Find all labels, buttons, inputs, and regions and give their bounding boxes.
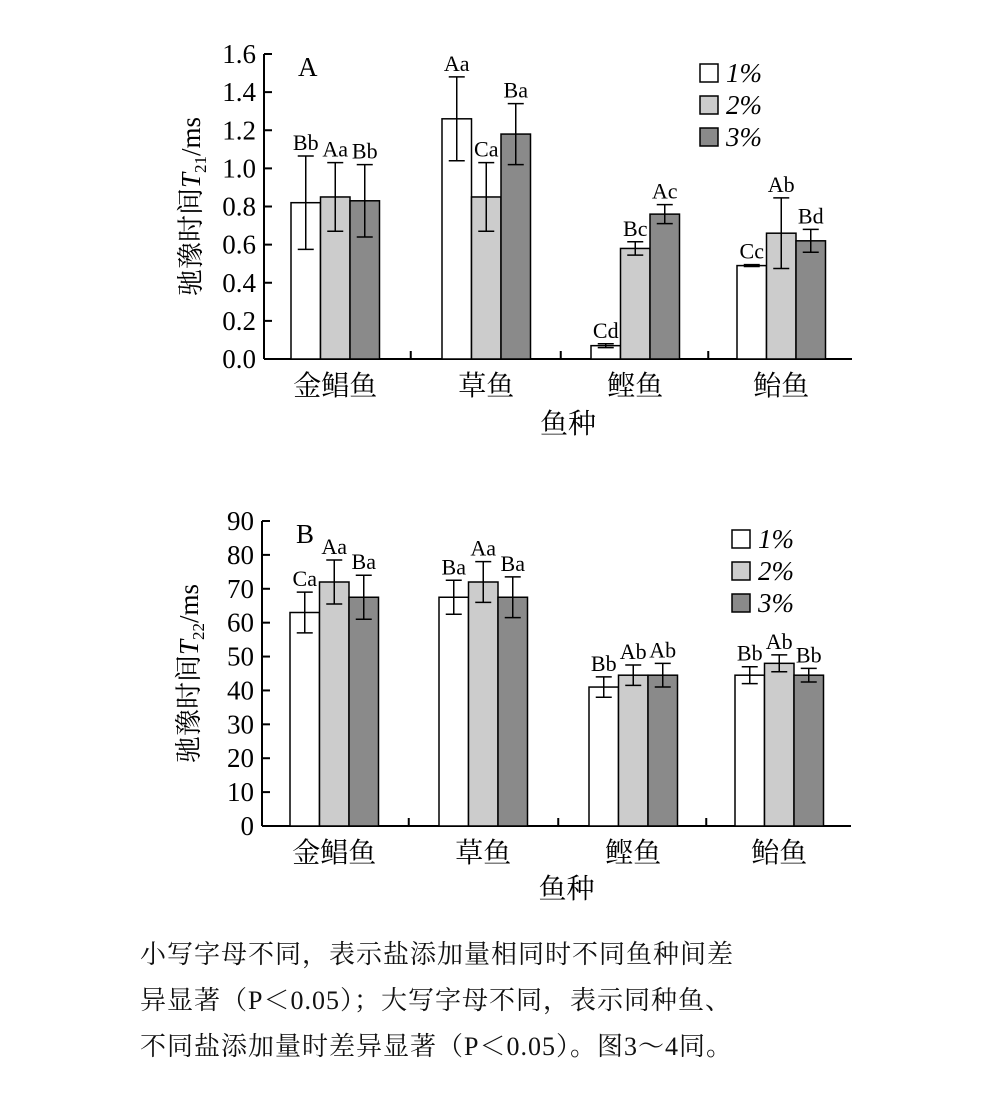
bar-3pct-草鱼 [501, 134, 531, 359]
y-tick-label: 0.8 [222, 191, 256, 222]
bar-1pct-金鲳鱼 [290, 613, 320, 827]
y-tick-label: 70 [227, 573, 254, 604]
caption-line-3: 不同盐添加量时差异显著（P＜0.05）。图3～4同。 [140, 1032, 733, 1061]
x-category-label: 鲐鱼 [751, 838, 808, 869]
y-tick-label: 40 [227, 675, 254, 706]
caption-line-2: 异显著（P＜0.05）；大写字母不同，表示同种鱼、 [140, 986, 732, 1015]
bar-2pct-鲣鱼 [621, 248, 651, 359]
significance-label: Bb [292, 129, 319, 155]
y-tick-label: 1.0 [222, 153, 256, 184]
y-tick-label: 1.4 [222, 77, 256, 108]
x-axis-title: 鱼种 [538, 874, 595, 905]
bar-3pct-鲐鱼 [796, 241, 826, 359]
x-category-label: 金鲳鱼 [292, 838, 377, 869]
y-tick-label: 0 [240, 811, 254, 841]
y-tick-label: 1.2 [222, 115, 256, 146]
legend-label: 3% [758, 588, 794, 618]
significance-label: Bb [795, 642, 822, 668]
y-axis-title: 驰豫时间$T_{22}/ms$ [174, 583, 208, 764]
significance-label: Ba [441, 554, 466, 580]
legend-swatch [700, 96, 718, 114]
bar-1pct-鲣鱼 [589, 687, 619, 826]
significance-label: Ca [292, 566, 317, 592]
x-category-label: 草鱼 [455, 838, 512, 869]
significance-label: Bb [351, 138, 378, 164]
significance-label: Ba [351, 549, 376, 575]
figure-caption [140, 932, 900, 1070]
y-axis-title: 驰豫时间$T_{21}/ms$ [176, 116, 210, 297]
caption-line-1: 小写字母不同，表示盐添加量相同时不同鱼种间差 [140, 940, 735, 969]
chart-panel-b [174, 506, 851, 905]
significance-label: Ab [767, 171, 795, 197]
y-tick-label: 0.2 [222, 305, 256, 336]
significance-label: Cc [739, 238, 764, 264]
legend-swatch [700, 128, 718, 146]
bar-2pct-金鲳鱼 [320, 582, 350, 826]
significance-label: Aa [470, 535, 497, 561]
bar-2pct-草鱼 [469, 582, 499, 826]
bar-1pct-鲐鱼 [737, 266, 767, 359]
chart-panel-a [176, 39, 852, 440]
legend-label: 1% [726, 58, 762, 88]
x-category-label: 草鱼 [458, 371, 515, 402]
x-category-label: 鲣鱼 [607, 371, 664, 402]
significance-label: Bb [736, 640, 763, 666]
legend-label: 2% [726, 90, 762, 120]
bar-3pct-鲣鱼 [648, 675, 678, 826]
y-tick-label: 50 [227, 641, 254, 672]
significance-label: Aa [321, 533, 348, 559]
x-axis-title: 鱼种 [539, 409, 597, 440]
x-category-label: 鲣鱼 [605, 838, 662, 869]
significance-label: Ba [503, 77, 528, 103]
legend-swatch [732, 562, 750, 580]
y-tick-label: 0.0 [222, 344, 256, 374]
legend-label: 2% [758, 556, 794, 586]
significance-label: Bc [623, 215, 648, 241]
bar-3pct-金鲳鱼 [349, 597, 379, 826]
y-tick-label: 0.6 [222, 229, 256, 260]
significance-label: Cd [592, 317, 619, 343]
bar-1pct-草鱼 [439, 597, 469, 826]
bar-2pct-鲐鱼 [765, 663, 795, 826]
significance-label: Aa [443, 50, 470, 76]
legend-label: 1% [758, 524, 794, 554]
legend-swatch [700, 64, 718, 82]
significance-label: Bd [797, 203, 824, 229]
significance-label: Aa [322, 136, 349, 162]
y-tick-label: 90 [227, 506, 254, 536]
panel-label: B [296, 519, 315, 549]
significance-label: Ba [500, 550, 525, 576]
y-tick-label: 60 [227, 607, 254, 638]
x-category-label: 金鲳鱼 [293, 371, 378, 402]
significance-label: Bb [590, 650, 617, 676]
x-category-label: 鲐鱼 [753, 371, 810, 402]
legend-label: 3% [726, 122, 762, 152]
significance-label: Ab [619, 639, 647, 665]
legend-swatch [732, 530, 750, 548]
panel-label: A [298, 52, 318, 82]
legend-swatch [732, 594, 750, 612]
y-tick-label: 80 [227, 539, 254, 570]
y-tick-label: 0.4 [222, 267, 256, 298]
bar-3pct-鲣鱼 [650, 214, 680, 359]
y-tick-label: 30 [227, 709, 254, 740]
significance-label: Ab [765, 628, 793, 654]
significance-label: Ca [474, 136, 499, 162]
y-tick-label: 10 [227, 777, 254, 808]
significance-label: Ab [649, 637, 677, 663]
y-tick-label: 20 [227, 743, 254, 774]
bar-3pct-草鱼 [498, 597, 528, 826]
significance-label: Ac [651, 178, 678, 204]
bar-2pct-鲣鱼 [619, 675, 649, 826]
bar-1pct-鲐鱼 [735, 675, 765, 826]
y-tick-label: 1.6 [222, 39, 256, 69]
bar-3pct-鲐鱼 [794, 675, 824, 826]
